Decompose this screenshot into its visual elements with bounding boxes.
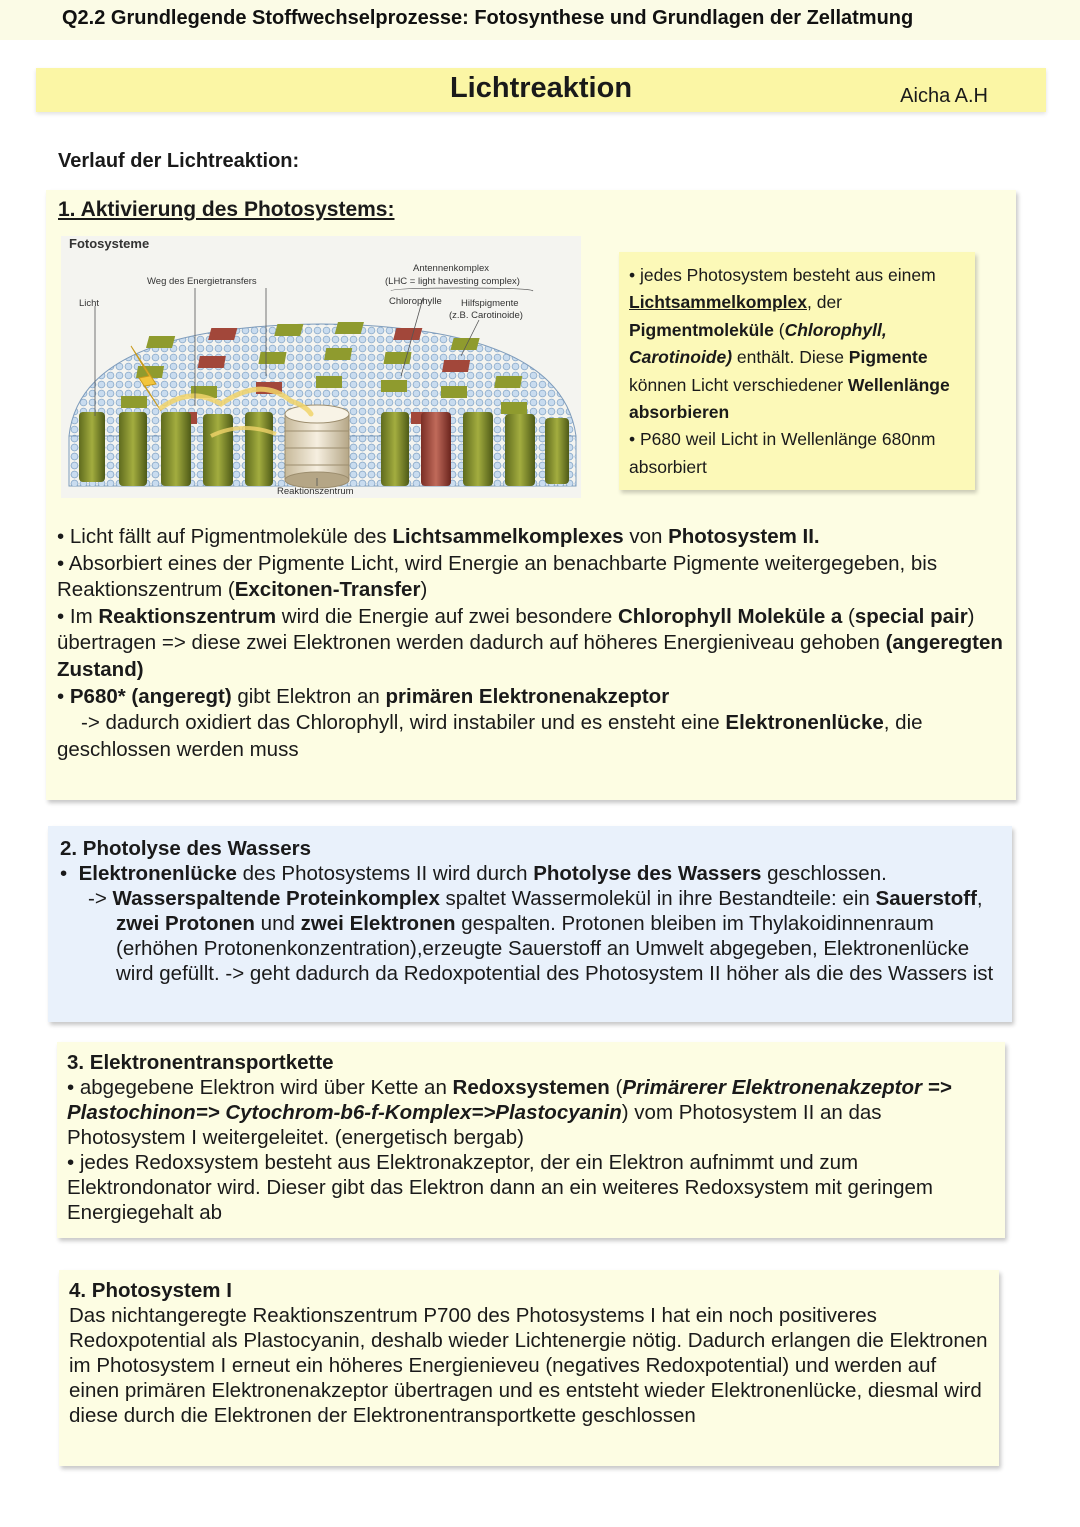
note-term-pigmentmolekuele: Pigmentmoleküle xyxy=(629,319,774,340)
figure-title: Fotosysteme xyxy=(69,236,150,251)
note-term-chlorophyll: Chlorophyll, Carotinoide) xyxy=(629,319,887,368)
author-name: Aicha A.H xyxy=(900,85,988,107)
note-p680: • P680 weil Licht in Wellenlänge 680nm absorbiert xyxy=(629,429,936,477)
label-carotenoids: (z.B. Carotinoide) xyxy=(449,310,523,321)
reaction-center xyxy=(285,405,349,488)
title-bar xyxy=(36,68,1046,112)
s1-paragraph-2: • Absorbiert eines der Pigmente Licht, wird Energie an benachbarte Pigmente weitergegeben, bis Reaktionszentrum (Excitonen-Transfer) xyxy=(57,551,938,602)
label-antenna: Antennenkomplex xyxy=(413,263,490,274)
course-title: Q2.2 Grundlegende Stoffwechselprozesse: Fotosynthese und Grundlagen der Zellatmung xyxy=(62,7,914,29)
s3-bullet-1: • abgegebene Elektron wird über Kette an Redoxsystemen (Primärerer Elektronenakzeptor => Plastochinon=> Cytochrom-b6-f-Komplex=>Plastocyanin) vom Photosystem II an das Photosystem I weitergeleitet. (energetisch bergab) xyxy=(67,1076,952,1149)
note-text: , der xyxy=(806,292,843,313)
main-heading: Verlauf der Lichtreaktion: xyxy=(58,150,300,172)
section-1-heading: 1. Aktivierung des Photosystems: xyxy=(58,198,395,221)
note-term-lichtsammelkomplex: Lichtsammelkomplex xyxy=(629,292,807,313)
label-lhc: (LHC = light havesting complex) xyxy=(385,276,520,287)
section-2-text xyxy=(60,836,1000,986)
note-text: können Licht verschiedener xyxy=(629,374,848,395)
section-3-heading: 3. Elektronentransportkette xyxy=(67,1051,334,1074)
note-term-pigmente: Pigmente xyxy=(848,347,928,368)
section-3-text xyxy=(67,1050,997,1225)
label-energy-path: Weg des Energietransfers xyxy=(147,276,257,287)
s4-paragraph: Das nichtangeregte Reaktionszentrum P700 des Photosystems I hat ein noch positiveres Redoxpotential als Plastocyanin, deshalb wieder Lichtenergie nötig. Dadurch erlangen die Elektronen im Photosystem I erneut ein höheres Energienieveu (negatives Redoxpotential) und werden auf einen primären Elektronenakzeptor übertragen und es entsteht wieder Elektronenlücke, diesmal wird diese durch die Elektronen der Elektronentransportkette geschlossen xyxy=(69,1304,988,1427)
photosystem-figure xyxy=(61,236,581,498)
note-text: ( xyxy=(773,319,785,340)
label-light: Licht xyxy=(79,298,100,309)
s1-paragraph-5: -> dadurch oxidiert das Chlorophyll, wird instabiler und es ensteht eine Elektronenlücke, die xyxy=(81,711,923,735)
photosystem-note xyxy=(619,252,975,490)
section-3-card xyxy=(57,1042,1005,1238)
section-1-text xyxy=(57,524,1007,763)
page-title: Lichtreaktion xyxy=(449,72,633,104)
top-banner xyxy=(0,0,1080,40)
section-4-text xyxy=(69,1278,989,1428)
s1-paragraph-4: • P680* (angeregt) gibt Elektron an primären Elektronenakzeptor xyxy=(57,684,670,708)
s2-bullet-1: • Elektronenlücke des Photosystems II wird durch Photolyse des Wassers geschlossen. xyxy=(60,862,887,885)
section-4-card xyxy=(59,1270,999,1466)
note-text: • jedes Photosystem besteht aus einem xyxy=(629,265,936,285)
section-1-card xyxy=(46,190,1016,800)
s3-bullet-2: • jedes Redoxsystem besteht aus Elektronakzeptor, der ein Elektron aufnimmt und zum Elektrondonator wird. Dieser gibt das Elektron dann an ein weiteres Redoxsystem mit geringem Energiegehalt ab xyxy=(67,1151,933,1224)
label-reaction-center: Reaktionszentrum xyxy=(277,486,354,497)
note-text: enthält. Diese xyxy=(732,347,849,368)
s1-paragraph-3: • Im Reaktionszentrum wird die Energie auf zwei besondere Chlorophyll Moleküle a (special pair) übertragen => diese zwei Elektronen werden dadurch auf höheres Energieniveau gehoben (angeregten Zustand) xyxy=(57,604,1003,681)
note-term-wellenlaenge: Wellenlänge absorbieren xyxy=(629,374,950,423)
label-accessory-pigments: Hilfspigmente xyxy=(461,298,519,309)
section-2-card xyxy=(48,826,1012,1022)
section-4-heading: 4. Photosystem I xyxy=(69,1279,232,1302)
label-chlorophylls: Chlorophylle xyxy=(389,296,442,307)
s1-paragraph-1: • Licht fällt auf Pigmentmoleküle des Lichtsammelkomplexes von Photosystem II. xyxy=(57,525,820,548)
section-2-heading: 2. Photolyse des Wassers xyxy=(60,837,312,860)
s1-paragraph-6: geschlossen werden muss xyxy=(57,737,299,761)
s2-bullet-2: -> Wasserspaltende Proteinkomplex spaltet Wassermolekül in ihre Bestandteile: ein Sauerstoff, zwei Protonen und zwei Elektronen gespalten. Protonen bleiben im Thylakoidinnenraum (erhöhen Protonenkonzentration),erzeugte Sauerstoff an Umwelt abgegeben, Elektronenlücke wird gefüllt. -> geht dadurch da Redoxpotential des Photosystem II höher als die des Wassers ist xyxy=(88,887,994,985)
photosystem-diagram xyxy=(61,236,581,498)
